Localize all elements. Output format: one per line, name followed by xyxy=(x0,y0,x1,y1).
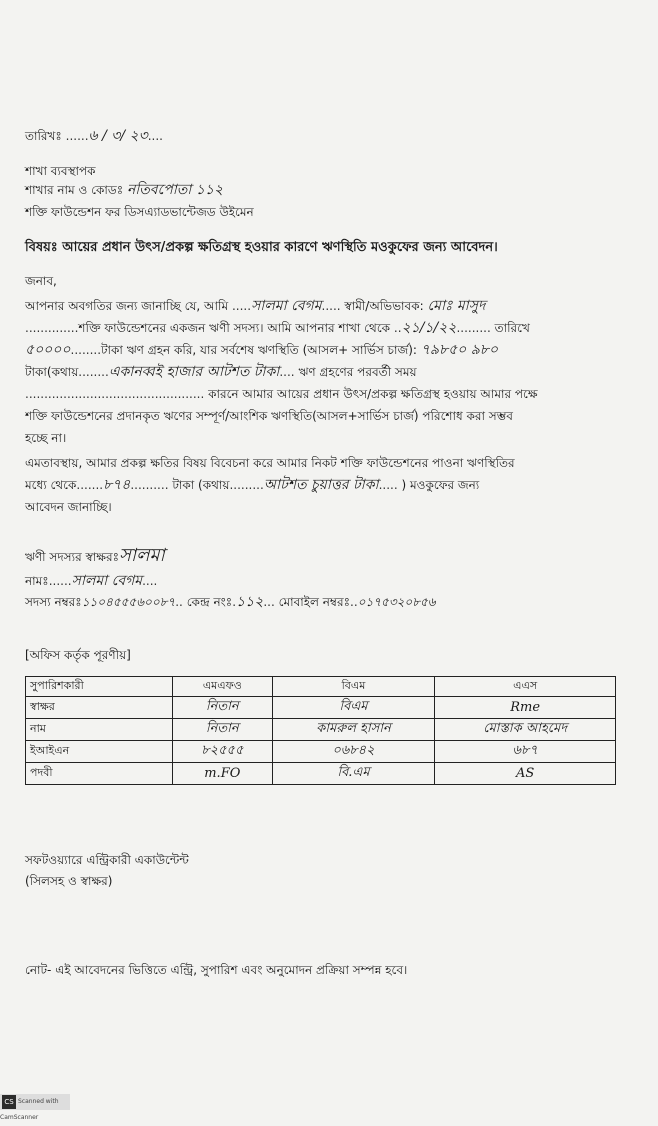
p1-text: স্বামী/অভিভাবক: xyxy=(344,299,424,313)
applicant-name-handwritten: সালমা বেগম xyxy=(251,298,322,314)
salutation: জনাব, xyxy=(25,274,57,288)
table-row xyxy=(26,719,616,741)
branch-value: নতিবপোতা ১১২ xyxy=(126,182,224,198)
member-name-label: নামঃ xyxy=(25,574,49,588)
table-cell: কামরুল হাসান xyxy=(272,719,435,741)
row-label: পদবী xyxy=(26,763,173,785)
p2-text: আবেদন জানাচ্ছি। xyxy=(25,500,112,514)
member-name-handwritten: সালমা বেগম xyxy=(71,573,143,589)
p1-text: আপনার অবগতির জন্য জানাচ্ছি যে, আমি xyxy=(25,299,229,313)
p1-text: শক্তি ফাউন্ডেশনের একজন ঋণী সদস্য। আমি আপনার শাখা থেকে xyxy=(78,321,391,335)
p2-text: এমতাবস্থায়, আমার প্রকল্প ক্ষতির বিষয় বিবেচনা করে আমার নিকট শক্তি ফাউন্ডেশনের পাওনা ঋণস্থিতির xyxy=(25,456,515,470)
table-cell: বিএম xyxy=(272,697,435,719)
p1-text: কারনে আমার আয়ের প্রধান উৎস/প্রকল্প ক্ষতিগ্রস্থ হওয়ায় আমার পক্ষে xyxy=(208,387,538,401)
manager-line: শাখা ব্যবস্থাপক xyxy=(25,164,96,178)
mobile-handwritten: ০১৭৫৩২০৮৫৬ xyxy=(357,595,436,609)
table-cell: AS xyxy=(435,763,616,785)
p1-text: তারিখে xyxy=(494,321,530,335)
mobile-label: মোবাইল নম্বরঃ xyxy=(278,595,350,609)
scanner-badge xyxy=(0,1094,70,1121)
header-cell: এমএফও xyxy=(173,677,273,697)
table-cell: ৬৮৭ xyxy=(435,741,616,763)
table-cell: মোস্তাক আহমেদ xyxy=(435,719,616,741)
row-label: ইআইএন xyxy=(26,741,173,763)
p2-text: মধ্যে থেকে xyxy=(25,478,77,492)
body-paragraph-2: এমতাবস্থায়, আমার প্রকল্প ক্ষতির বিষয় বিবেচনা করে আমার নিকট শক্তি ফাউন্ডেশনের পাওনা ঋণস্থিতির মধ্যে থেকে.......৮৭৪.......... টাকা (কথায়.........আটশত চুয়াত্তর টাকা..... ) মওকুফের জন্য আবেদন জানাচ্ছি। xyxy=(25,452,625,518)
p2-text: টাকা (কথায় xyxy=(172,478,230,492)
accountant-line: সফটওয়্যারে এন্ট্রিকারী একাউন্টেন্ট xyxy=(25,853,189,867)
row-label: স্বাক্ষর xyxy=(26,697,173,719)
office-table xyxy=(25,676,616,785)
office-caption: [অফিস কর্তৃক পূরণীয়] xyxy=(25,648,131,662)
center-label: কেন্দ্র নংঃ xyxy=(186,595,233,609)
scanner-badge-text: Scanned with CamScanner xyxy=(0,1098,59,1121)
table-cell: নিতান xyxy=(173,719,273,741)
header-cell: সুপারিশকারী xyxy=(26,677,173,697)
table-cell: ০৬৮৪২ xyxy=(272,741,435,763)
member-signature-row xyxy=(25,545,165,566)
member-name-row: নামঃ......সালমা বেগম.... xyxy=(25,573,158,589)
date-value: ৬ / ৩/ ২৩ xyxy=(88,128,148,144)
branch-label: শাখার নাম ও কোডঃ xyxy=(25,183,124,197)
table-row xyxy=(26,763,616,785)
member-ids-row: সদস্য নম্বরঃ১১০৪৫৫৫৬০০৮৭.. কেন্দ্র নংঃ.১১২... মোবাইল নম্বরঃ..০১৭৫৩২০৮৫৬ xyxy=(25,594,436,610)
date-label: তারিখঃ xyxy=(25,129,62,143)
waiver-words-handwritten: আটশত চুয়াত্তর টাকা xyxy=(263,477,379,493)
accountant-seal-line: (সিলসহ ও স্বাক্ষর) xyxy=(25,874,113,888)
guardian-name-handwritten: মোঃ মাসুদ xyxy=(427,298,486,314)
table-cell: m.FO xyxy=(173,763,273,785)
table-cell: বি.এম xyxy=(272,763,435,785)
p1-text: ঋণ গ্রহণের পরবর্তী সময় xyxy=(298,365,417,379)
table-header-row xyxy=(26,677,616,697)
p1-text: হচ্ছে না। xyxy=(25,431,67,445)
loan-date-handwritten: ২১/১/২২ xyxy=(401,320,457,336)
p1-text: টাকা ঋণ গ্রহন করি, যার সর্বশেষ ঋণস্থিতি (আসল+ সার্ভিস চার্জ): xyxy=(101,343,417,357)
center-handwritten: ১১২ xyxy=(236,594,264,610)
table-row xyxy=(26,741,616,763)
loan-amount-handwritten: ৫০০০০ xyxy=(25,342,71,358)
member-id-handwritten: ১১০৪৫৫৫৬০০৮৭ xyxy=(81,595,176,609)
amount-words-handwritten: একানব্বই হাজার আটশত টাকা xyxy=(108,364,280,380)
p1-text: শক্তি ফাউন্ডেশনের প্রদানকৃত ঋণের সম্পূর্ণ/আংশিক ঋণস্থিতি(আসল+সার্ভিস চার্জ) পরিশোধ করা সম্ভব xyxy=(25,409,513,423)
branch-row xyxy=(25,182,223,198)
camscanner-logo: CS xyxy=(2,1095,16,1109)
organization-line: শক্তি ফাউন্ডেশন ফর ডিসএ্যাডভান্টেজড উইমেন xyxy=(25,205,254,219)
note-line: নোট- এই আবেদনের ভিত্তিতে এন্ট্রি, সুপারিশ এবং অনুমোদন প্রক্রিয়া সম্পন্ন হবে। xyxy=(25,963,408,977)
subject-line: বিষয়ঃ আয়ের প্রধান উৎস/প্রকল্প ক্ষতিগ্রস্থ হওয়ার কারণে ঋণস্থিতি মওকুফের জন্য আবেদন। xyxy=(25,240,498,255)
row-label: নাম xyxy=(26,719,173,741)
table-cell: নিতান xyxy=(173,697,273,719)
member-signature: সালমা xyxy=(119,545,165,566)
waiver-amount-handwritten: ৮৭৪ xyxy=(103,477,131,493)
outstanding-handwritten: ৭৯৮৫০ ৯৮০ xyxy=(420,342,498,358)
body-paragraph-1: আপনার অবগতির জন্য জানাচ্ছি যে, আমি .....সালমা বেগম..... স্বামী/অভিভাবক: মোঃ মাসুদ ..............শক্তি ফাউন্ডেশনের একজন ঋণী সদস্য। আমি আপনার শাখা থেকে ..২১/১/২২......... তারিখে ৫০০০০........টাকা ঋণ গ্রহন করি, যার সর্বশেষ ঋণস্থিতি (আসল+ সার্ভিস চার্জ): ৭৯৮৫০ ৯৮০ টাকা(কথায়........একানব্বই হাজার আটশত টাকা.... ঋণ গ্রহণের পরবর্তী সময় ............................................... কারনে আমার আয়ের প্রধান উৎস/প্রকল্প ক্ষতিগ্রস্থ হওয়ায় আমার পক্ষে শক্তি ফাউন্ডেশনের প্রদানকৃত ঋণের সম্পূর্ণ/আংশিক ঋণস্থিতি(আসল+সার্ভিস চার্জ) পরিশোধ করা সম্ভব হচ্ছে না। xyxy=(25,295,625,449)
table-cell: Rme xyxy=(435,697,616,719)
p1-text: টাকা(কথায় xyxy=(25,365,79,379)
table-cell: ৮২৫৫৫ xyxy=(173,741,273,763)
member-id-label: সদস্য নম্বরঃ xyxy=(25,595,82,609)
table-row xyxy=(26,697,616,719)
header-cell: এএস xyxy=(435,677,616,697)
header-cell: বিএম xyxy=(272,677,435,697)
member-signature-label: ঋণী সদস্যর স্বাক্ষরঃ xyxy=(25,550,119,564)
p2-text: ) মওকুফের জন্য xyxy=(401,478,480,492)
date-row: তারিখঃ ......৬ / ৩/ ২৩.... xyxy=(25,128,163,144)
